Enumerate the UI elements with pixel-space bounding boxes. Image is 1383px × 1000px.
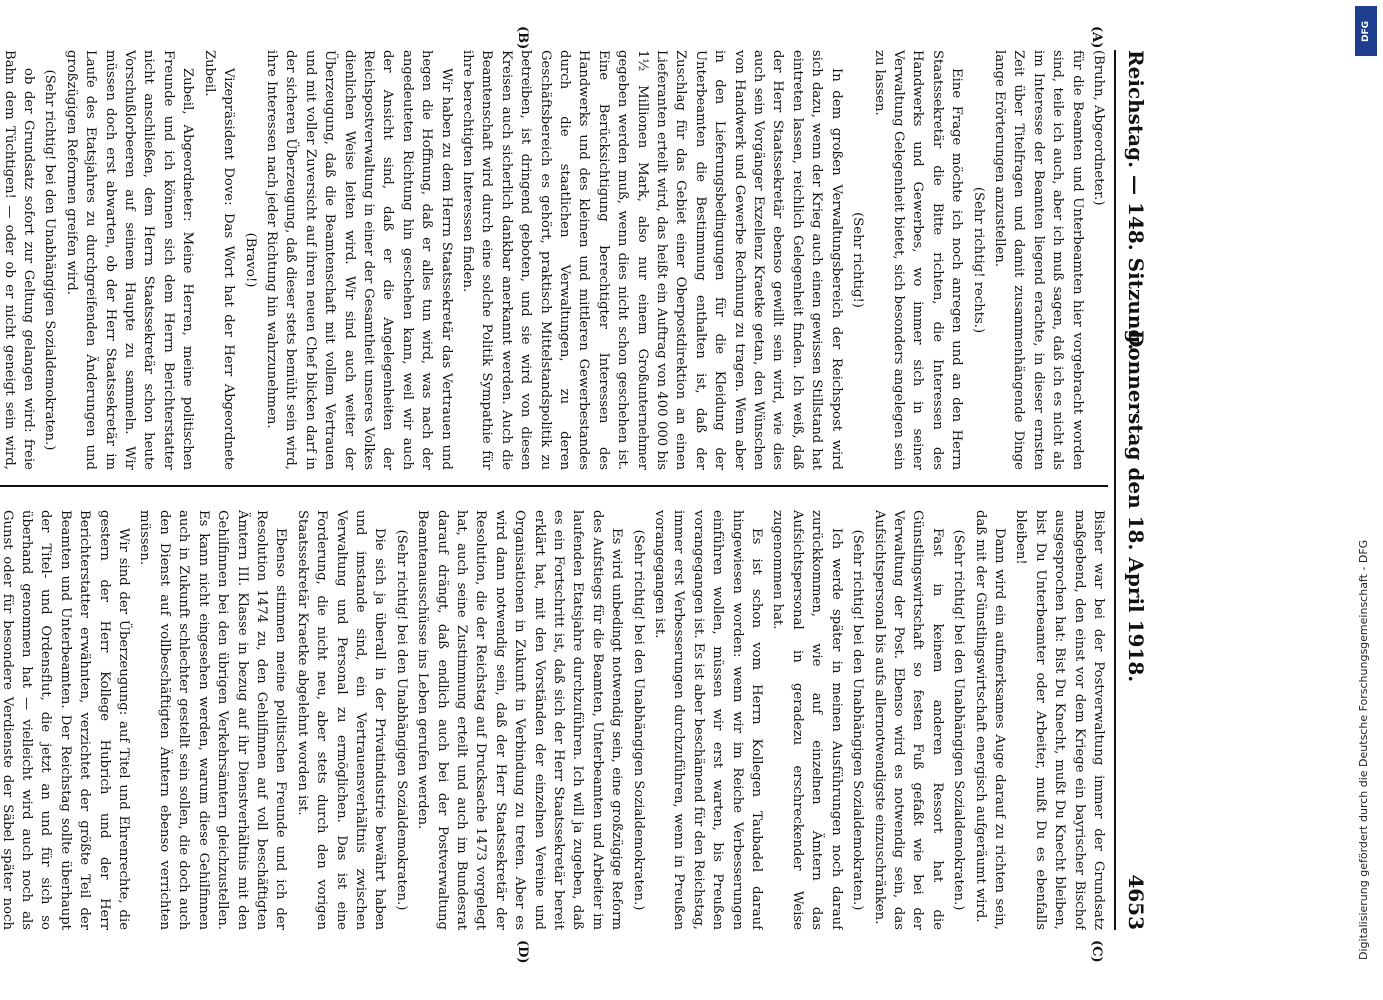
- header-left: Reichstag. — 148. Sitzung.: [1124, 50, 1148, 351]
- paragraph: Wir haben zu dem Herrn Staatssekretär das Vertrauen und hegen die Hoffnung, daß er alles tun wird, was nach der angedeuteten Richtung hin geschehen kann, weil wir auch der Ansicht sind, daß er die Angelegenheiten der Reichspostverwaltung in einer der Gesamtheit unseres Volkes dienlichen Weise leiten wird. Wir sind auch weiter der Überzeugung, daß die Beamtenschaft mit vollem Vertrauen und mit voller Zuversicht auf ihren neuen Chef blicken darf in der sicheren Überzeugung, daß dieser stets bemüht sein wird, ihre Interessen nach jeder Richtung hin wahrzunehmen.: [263, 50, 454, 470]
- left-column: [0, 50, 1108, 470]
- paragraph: (Bravo!): [242, 232, 258, 288]
- paragraph: Es wird unbedingt notwendig sein, eine großzügige Reform des Aufstiegs für die Beamten, Unterbeamten und Arbeiter im laufenden Etatsjahre durchzuführen. Ich will ja zugeben, daß es ein Fortschritt ist, daß sich der Herr Staatssekretär bereit erklärt hat, mit den Vorständen der einzelnen Vereine und Organisationen in Zukunft in Verbindung zu treten. Aber es wird dann notwendig sein, daß der Herr Staatssekretär der Resolution, die der Reichstag auf Drucksache 1473 vorgelegt hat, auch seine Zustimmung erteilt und auch im Bundesrat darauf drängt, daß endlich auch bei der Postverwaltung Beamtenausschüsse ins Leben gerufen werden.: [415, 510, 625, 930]
- dfg-logo: DFG: [1355, 6, 1377, 56]
- paragraph: (Sehr richtig! rechts.): [970, 186, 986, 334]
- column-divider: [0, 485, 1108, 487]
- paragraph: Bisher war bei der Postverwaltung immer der Grundsatz maßgebend, den einst vor dem Kriege ein bayrischer Bischof ausgesprochen hat: Bist Du Knecht, mußt Du Knecht bleiben, bist Du Unterbeamter oder Arbeiter, mußt Du es ebenfalls bleiben!: [1013, 510, 1106, 930]
- margin-marker-d: (D): [515, 940, 530, 964]
- paragraph: (Sehr richtig! bei den Unabhängigen Sozialdemokraten.): [393, 529, 409, 911]
- paragraph: ob der Grundsatz sofort zur Geltung gelangen wird: freie Bahn dem Tüchtigen! — oder ob er nicht geneigt sein wird,: [1, 50, 37, 470]
- paragraph: Es ist schon vom Herrn Kollegen Taubadel darauf hingewiesen worden: wenn wir im Reiche Verbesserungen einführen wollen, müssen wir erst warten, bis Preußen vorangegangen ist. Es ist aber beschämend für den Reichstag, immer erst Verbesserungen durchzuführen, wenn in Preußen vorangegangen ist.: [652, 510, 765, 930]
- paragraph: für die Beamten und Unterbeamten hier vorgebracht worden sind, teile ich auch, aber ich muß sagen, daß ich es nicht als im Interesse der Beamten liegend erachte, in dieser ernsten Zeit über Titelfragen und damit zusammenhängende Dinge lange Erörterungen anzustellen.: [991, 50, 1085, 470]
- paragraph: (Sehr richtig! bei den Unabhängigen Sozialdemokraten.): [630, 529, 646, 911]
- paragraph: Zubeil, Abgeordneter: Meine Herren, meine politischen Freunde und ich können sich dem Herrn Berichterstatter nicht anschließen, dem Herrn Staatssekretär schon heute Vorschußlorbeeren auf seinem Haupte zu sammeln. Wir müssen doch erst abwarten, ob der Herr Staatssekretär im Laufe des Etatsjahres zu durchgreifenden Änderungen und großzügigen Reformen greifen wird.: [63, 50, 196, 470]
- paragraph: In dem großen Verwaltungsbereich der Reichspost wird sich dazu, wenn der Krieg auch einen gewissen Stillstand hat eintreten lassen, reichlich Gelegenheit finden. Ich weiß, daß der Herr Staatssekretär ebenso gewillt sein wird, wie dies auch sein Vorgänger Exzellenz Kraetke getan, den Wünschen von Handwerk und Gewerbe Rechnung zu tragen. Wenn aber in den Lieferungsbedingungen für die Kleidung der Unterbeamten die Bestimmung enthalten ist, daß der Zuschlag für das Gebiet einer Oberpostdirektion an einen Lieferanten erteilt wird, das heißt ein Auftrag von 400 000 bis 1½ Millionen Mark, also nur einem Großunternehmer gegeben werden muß, wenn dies nicht schon geschehen ist. Eine Berücksichtigung berechtigter Interessen des Handwerks und des kleinen und mittleren Gewerbestandes durch die staatlichen Verwaltungen, zu deren Geschäftsbereich es gehört, praktisch Mittelstandspolitik zu betreiben, ist dringend geboten, und sie wird von diesen Kreisen auch sicherlich dankbar anerkannt werden. Auch die Beamtenschaft wird durch eine solche Politik Sympathie für ihre berechtigten Interessen finden.: [460, 50, 844, 470]
- header-page-number: 4653: [1124, 874, 1148, 930]
- margin-marker-c: (C): [1089, 940, 1104, 963]
- margin-marker-a: (A): [1089, 26, 1104, 49]
- header-center: Donnerstag den 18. April 1918.: [1124, 330, 1148, 683]
- paragraph: (Sehr richtig! bei den Unabhängigen Sozialdemokraten.): [42, 69, 58, 451]
- paragraph: Ich werde später in meinen Ausführungen noch darauf zurückkommen, wie auf einzelnen Ämtern das Aufsichtspersonal in geradezu erschreckender Weise zugenommen hat.: [770, 510, 844, 930]
- margin-marker-b: (B): [515, 26, 530, 50]
- digitization-note: Digitalisierung gefördert durch die Deutsche Forschungsgemeinschaft - DFG: [1357, 539, 1370, 960]
- rotated-content: [0, 20, 1170, 980]
- right-column: [0, 510, 1108, 930]
- paragraph: (Sehr richtig!): [850, 212, 866, 308]
- paragraph: Wir sind der Überzeugung: auf Titel und Ehrenrechte, die gestern der Herr Kollege Hubrich und der Herr Berichterstatter erwähnten, verzichtet der größte Teil der Beamten und Unterbeamten. Der Reichstag sollte überhaupt der Titel- und Ordensflut, die jetzt an und für sich so überhand genommen hat — vielleicht wird auch noch als Gunst oder für besondere Verdienste der Säbel später noch: [0, 510, 132, 930]
- paragraph: Eine Frage möchte ich noch anregen und an den Herrn Staatssekretär die Bitte richten, die Interessen des Handwerks und Gewerbes, wo immer sich in seiner Verwaltung Gelegenheit bietet, sich besonders angelegen sein zu lassen.: [871, 50, 965, 470]
- paragraph: Vizepräsident Dove: Das Wort hat der Herr Abgeordnete Zubeil.: [201, 50, 237, 470]
- paragraph: (Sehr richtig! bei den Unabhängigen Sozialdemokraten.): [951, 529, 967, 911]
- paragraph: Die sich ja überall in der Privatindustrie bewährt haben und imstande sind, ein Vertrauensverhältnis zwischen Verwaltung und Personal zu ermöglichen. Das ist eine Forderung, die nicht neu, aber stets durch den vorigen Staatssekretär Kraetke abgelehnt worden ist.: [294, 510, 388, 930]
- paragraph: Fast in keinem anderen Ressort hat die Günstlingswirtschaft so festen Fuß gefaßt wie bei der Verwaltung der Post. Ebenso wird es notwendig sein, das Aufsichtspersonal bis aufs allernotwendigste einzuschränken.: [871, 510, 945, 930]
- paragraph: Ebenso stimmen meine politischen Freunde und ich der Resolution 1474 zu, den Gehilfinnen auf voll beschäftigten Ämtern III. Klasse in bezug auf ihr Dienstverhältnis mit den Gehilfinnen bei den übrigen Verkehrsämtern gleichzustellen. Es kann nicht eingesehen werden, warum diese Gehilfinnen auch in Zukunft schlechter gestellt sein sollen, die doch auch den Dienst auf vollbeschäftigten Ämtern ebenso verrichten müssen.: [137, 510, 289, 930]
- paragraph: (Sehr richtig! bei den Unabhängigen Sozialdemokraten.): [850, 529, 866, 911]
- paragraph: (Bruhn, Abgeordneter.): [1091, 50, 1106, 206]
- paragraph: Dann wird ein aufmerksames Auge darauf zu richten sein, daß mit der Günstlingswirtschaft energisch aufgeräumt wird.: [972, 510, 1007, 930]
- page-header: [1114, 50, 1150, 930]
